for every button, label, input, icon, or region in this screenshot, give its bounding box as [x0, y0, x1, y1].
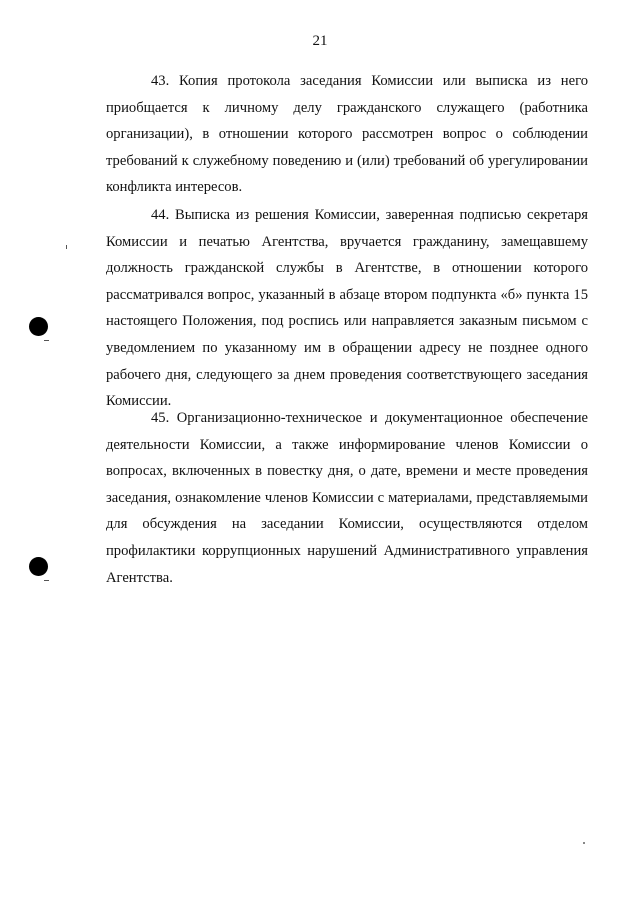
paragraph-45-text: 45. Организационно-техническое и документационное обеспечение деятельности Комиссии, а также информирование членов Комиссии о вопросах, включенных в повестку дня, о дате, времени и месте проведения заседания, ознакомление членов Комиссии с материалами, представляемыми для обсуждения на заседании Комиссии, осуществляются отделом профилактики коррупционных нарушений Административного управления Агентства.	[106, 410, 588, 586]
paragraph-44-text: 44. Выписка из решения Комиссии, заверенная подписью секретаря Комиссии и печатью Агентства, вручается гражданину, замещавшему должность гражданской службы в Агентстве, в отношении которого рассматривался вопрос, указанный в абзаце втором подпункта «б» пункта 15 настоящего Положения, под роспись или направляется заказным письмом с уведомлением по указанному им в обращении адресу не позднее одного рабочего дня, следующего за днем проведения соответствующего заседания Комиссии.	[106, 207, 588, 410]
page-number: 21	[312, 33, 328, 49]
paragraph-43	[106, 68, 588, 201]
scan-speck	[66, 245, 67, 249]
punch-hole-bottom	[29, 557, 48, 576]
paragraph-45	[106, 405, 588, 591]
paragraph-43-text: 43. Копия протокола заседания Комиссии или выписка из него приобщается к личному делу гражданского служащего (работника организации), в отношении которого рассмотрен вопрос о соблюдении требований к служебному поведению и (или) требований об урегулировании конфликта интересов.	[106, 73, 588, 196]
scan-speck	[44, 340, 49, 341]
paragraph-44	[106, 202, 588, 415]
punch-hole-top	[29, 317, 48, 336]
scan-speck	[44, 580, 49, 581]
scan-speck	[583, 842, 585, 844]
